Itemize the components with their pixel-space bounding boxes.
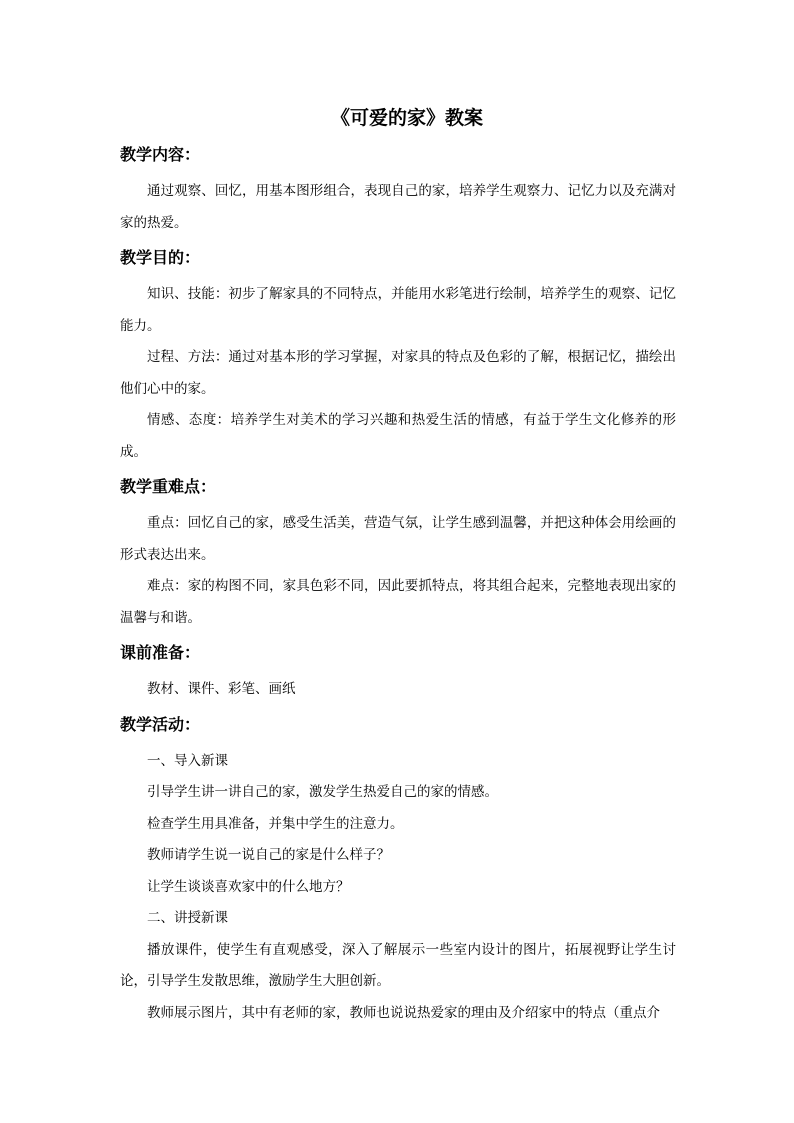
activities-step-2-heading: 二、讲授新课 xyxy=(147,910,228,926)
goals-paragraph-attitude: 情感、态度：培养学生对美术的学习兴趣和热爱生活的情感，有益于学生文化修养的形成。 xyxy=(120,412,676,460)
document-title: 《可爱的家》教案 xyxy=(330,107,483,129)
goals-paragraph-process: 过程、方法：通过对基本形的学习掌握，对家具的特点及色彩的了解，根据记忆，描绘出他们心中的家。 xyxy=(120,349,676,397)
section-heading-preparation: 课前准备： xyxy=(120,643,201,662)
section-heading-content: 教学内容： xyxy=(120,145,201,164)
section-heading-goals: 教学目的： xyxy=(120,248,201,267)
activities-step-1-heading: 一、导入新课 xyxy=(147,752,228,769)
document-page xyxy=(120,100,676,1029)
activities-paragraph: 教师请学生说一说自己的家是什么样子？ xyxy=(147,847,390,863)
activities-paragraph: 引导学生讲一讲自己的家，激发学生热爱自己的家的情感。 xyxy=(147,784,498,800)
goals-paragraph-knowledge: 知识、技能：初步了解家具的不同特点，并能用水彩笔进行绘制，培养学生的观察、记忆能力。 xyxy=(120,286,676,334)
key-points-paragraph-difficulty: 难点：家的构图不同，家具色彩不同，因此要抓特点，将其组合起来，完整地表现出家的温馨与和谐。 xyxy=(120,578,676,626)
preparation-paragraph: 教材、课件、彩笔、画纸 xyxy=(147,681,296,697)
activities-paragraph: 播放课件，使学生有直观感受，深入了解展示一些室内设计的图片，拓展视野让学生讨论，引导学生发散思维，激励学生大胆创新。 xyxy=(120,941,676,989)
activities-paragraph: 检查学生用具准备，并集中学生的注意力。 xyxy=(147,815,404,832)
section-heading-key-points: 教学重难点： xyxy=(120,477,217,496)
activities-paragraph: 让学生谈谈喜欢家中的什么地方？ xyxy=(147,878,350,895)
key-points-paragraph-focus: 重点：回忆自己的家，感受生活美，营造气氛，让学生感到温馨，并把这种体会用绘画的形式表达出来。 xyxy=(120,515,676,563)
content-paragraph-1: 通过观察、回忆，用基本图形组合，表现自己的家，培养学生观察力、记忆力以及充满对家的热爱。 xyxy=(120,183,676,231)
section-heading-activities: 教学活动： xyxy=(120,714,201,734)
activities-paragraph: 教师展示图片，其中有老师的家，教师也说说热爱家的理由及介绍家中的特点（重点介 xyxy=(147,1004,660,1021)
